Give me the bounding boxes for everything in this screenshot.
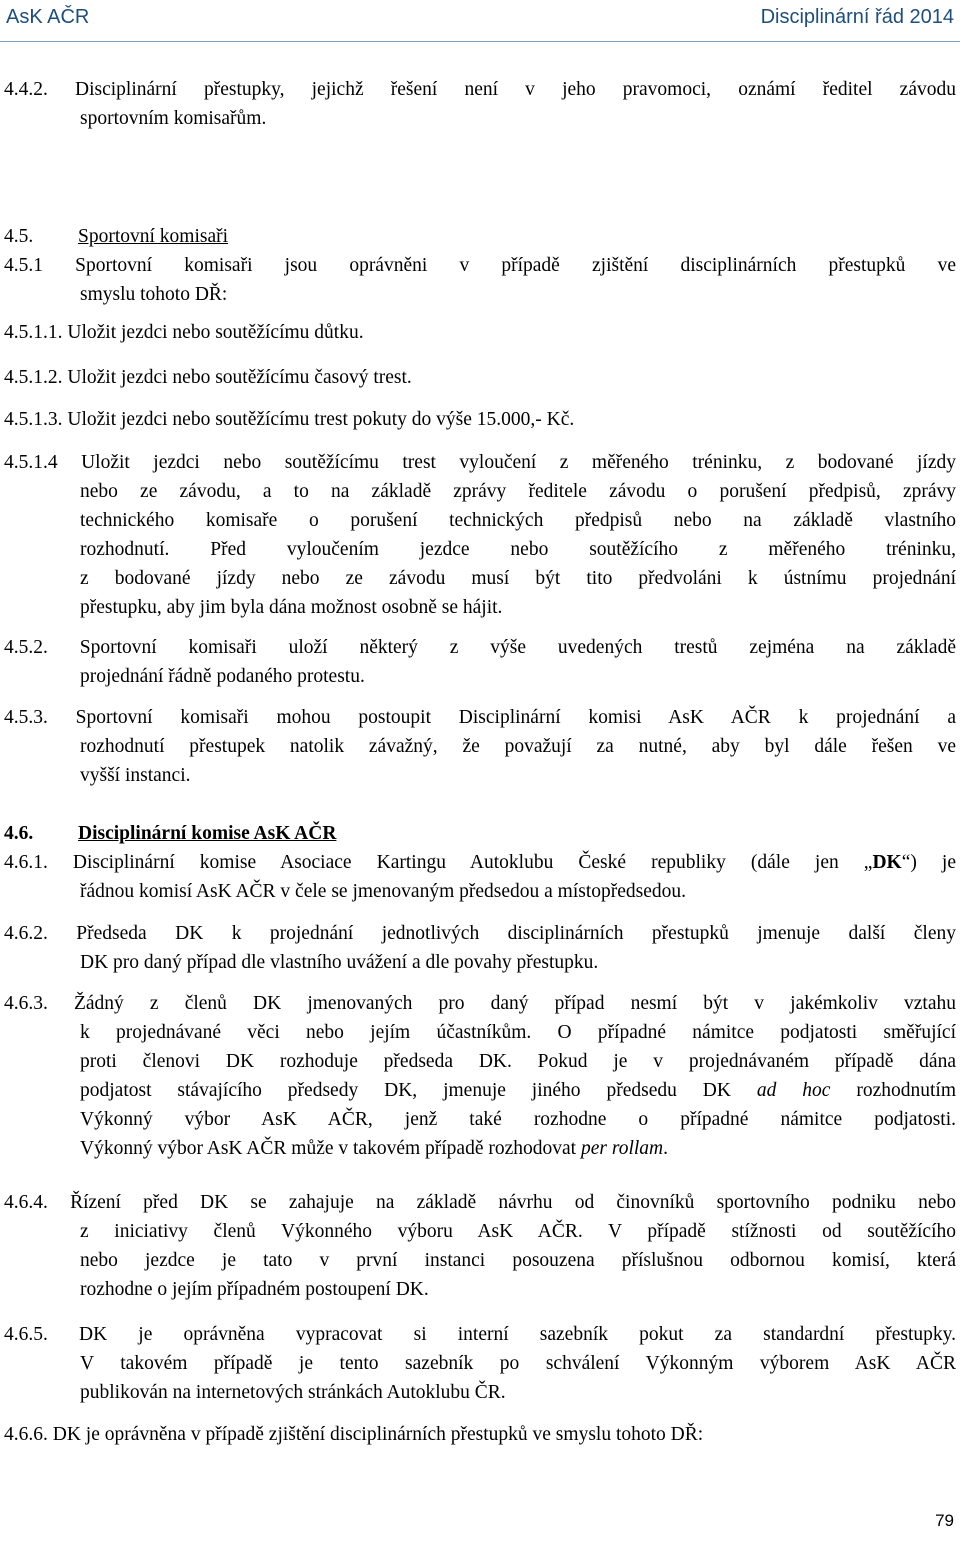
text-run: “) je xyxy=(901,852,956,873)
section-number: 4.5. xyxy=(4,226,34,247)
paragraph-line: 4.6.6. DK je oprávněna v případě zjištění disciplinárních přestupků ve smyslu tohoto DŘ: xyxy=(4,1424,704,1445)
paragraph-line: proti členovi DK rozhoduje předseda DK. Pokud je v projednávaném případě dána xyxy=(80,1051,956,1072)
paragraph-line: V takovém případě je tento sazebník po schválení Výkonným výborem AsK AČR xyxy=(80,1353,956,1374)
page-number: 79 xyxy=(935,1511,954,1530)
paragraph-4-4-2 xyxy=(4,75,956,133)
header-divider xyxy=(0,41,960,42)
paragraph-4-5-1-3 xyxy=(4,405,956,434)
section-heading-4-5 xyxy=(4,222,228,251)
paragraph-4-6-1 xyxy=(4,848,956,906)
paragraph-4-6-5 xyxy=(4,1320,956,1407)
paragraph-line: rozhodne o jejím případném postoupení DK. xyxy=(80,1279,429,1300)
paragraph-line: 4.5.2. Sportovní komisaři uloží některý z výše uvedených trestů zejména na základě xyxy=(4,637,956,658)
paragraph-line xyxy=(4,848,956,877)
paragraph-line: vyšší instanci. xyxy=(80,765,191,786)
paragraph-line: nebo ze závodu, a to na základě zprávy ředitele závodu o porušení předpisů, zprávy xyxy=(80,481,956,502)
paragraph-line: přestupku, aby jim byla dána možnost osobně se hájit. xyxy=(80,597,503,618)
paragraph-4-5-1-2 xyxy=(4,363,956,392)
text-run: . xyxy=(663,1138,668,1159)
section-heading-4-6 xyxy=(4,819,336,848)
paragraph-line: 4.6.3. Žádný z členů DK jmenovaných pro daný případ nesmí být v jakémkoliv vztahu xyxy=(4,993,956,1014)
paragraph-line xyxy=(4,1076,956,1105)
paragraph-line: řádnou komisí AsK AČR v čele se jmenovaným předsedou a místopředsedou. xyxy=(80,881,687,902)
text-run-italic: per rollam xyxy=(580,1138,664,1159)
paragraph-line: sportovním komisařům. xyxy=(80,108,267,129)
paragraph-line: smyslu tohoto DŘ: xyxy=(80,284,228,305)
paragraph-4-5-1 xyxy=(4,251,956,309)
paragraph-4-6-6 xyxy=(4,1420,956,1449)
paragraph-4-6-2 xyxy=(4,919,956,977)
paragraph-line: 4.5.1.3. Uložit jezdci nebo soutěžícímu trest pokuty do výše 15.000,- Kč. xyxy=(4,409,575,430)
paragraph-line: 4.6.2. Předseda DK k projednání jednotlivých disciplinárních přestupků jmenuje další členy xyxy=(4,923,956,944)
paragraph-line: 4.5.1.1. Uložit jezdci nebo soutěžícímu důtku. xyxy=(4,322,364,343)
section-number: 4.6. xyxy=(4,823,34,844)
paragraph-line: technického komisaře o porušení technických předpisů nebo na základě vlastního xyxy=(80,510,956,531)
text-run: rozhodnutím xyxy=(830,1080,957,1101)
text-run: 4.6.1. Disciplinární komise Asociace Kartingu Autoklubu České republiky (dále jen „ xyxy=(4,852,873,873)
text-run: Výkonný výbor AsK AČR může v takovém případě rozhodovat xyxy=(80,1138,581,1159)
text-run: podjatost stávajícího předsedy DK, jmenuje jiného předsedu DK xyxy=(80,1080,757,1101)
paragraph-line: 4.5.3. Sportovní komisaři mohou postoupit Disciplinární komisi AsK AČR k projednání a xyxy=(4,707,956,728)
paragraph-line: z iniciativy členů Výkonného výboru AsK AČR. V případě stížnosti od soutěžícího xyxy=(80,1221,956,1242)
header-doc-title: Disciplinární řád 2014 xyxy=(760,6,954,28)
paragraph-line: projednání řádně podaného protestu. xyxy=(80,666,365,687)
section-title: Disciplinární komise AsK AČR xyxy=(78,823,337,844)
section-title: Sportovní komisaři xyxy=(78,226,229,247)
paragraph-line: rozhodnutí přestupek natolik závažný, že považují za nutné, aby byl dále řešen ve xyxy=(80,736,956,757)
paragraph-4-5-3 xyxy=(4,703,956,790)
paragraph-line: Výkonný výbor AsK AČR, jenž také rozhodne o případné námitce podjatosti. xyxy=(80,1109,956,1130)
paragraph-line: 4.5.1.2. Uložit jezdci nebo soutěžícímu časový trest. xyxy=(4,367,412,388)
paragraph-line: 4.5.1 Sportovní komisaři jsou oprávněni v případě zjištění disciplinárních přestupků ve xyxy=(4,255,956,276)
paragraph-line: 4.5.1.4 Uložit jezdci nebo soutěžícímu trest vyloučení z měřeného tréninku, z bodované jízdy xyxy=(4,452,956,473)
paragraph-4-6-4 xyxy=(4,1188,956,1304)
paragraph-line: DK pro daný případ dle vlastního uvážení a dle povahy přestupku. xyxy=(80,952,599,973)
paragraph-line: publikován na internetových stránkách Autoklubu ČR. xyxy=(80,1382,506,1403)
paragraph-4-5-1-1 xyxy=(4,318,956,347)
paragraph-line: 4.6.5. DK je oprávněna vypracovat si interní sazebník pokut za standardní přestupky. xyxy=(4,1324,956,1345)
text-run-bold: DK xyxy=(872,852,902,873)
paragraph-4-5-2 xyxy=(4,633,956,691)
paragraph-line xyxy=(4,1134,956,1163)
paragraph-4-6-3 xyxy=(4,989,956,1163)
header-org: AsK AČR xyxy=(6,6,90,28)
paragraph-line: 4.6.4. Řízení před DK se zahajuje na základě návrhu od činovníků sportovního podniku nebo xyxy=(4,1192,956,1213)
paragraph-line: z bodované jízdy nebo ze závodu musí být tito předvoláni k ústnímu projednání xyxy=(80,568,956,589)
paragraph-line: 4.4.2. Disciplinární přestupky, jejichž řešení není v jeho pravomoci, oznámí ředitel závodu xyxy=(4,79,956,100)
text-run-italic: ad hoc xyxy=(756,1080,831,1101)
paragraph-line: rozhodnutí. Před vyloučením jezdce nebo soutěžícího z měřeného tréninku, xyxy=(80,539,956,560)
paragraph-line: k projednávané věci nebo jejím účastníkům. O případné námitce podjatosti směřující xyxy=(80,1022,956,1043)
paragraph-line: nebo jezdce je tato v první instanci posouzena příslušnou odbornou komisí, která xyxy=(80,1250,956,1271)
paragraph-4-5-1-4 xyxy=(4,448,956,622)
